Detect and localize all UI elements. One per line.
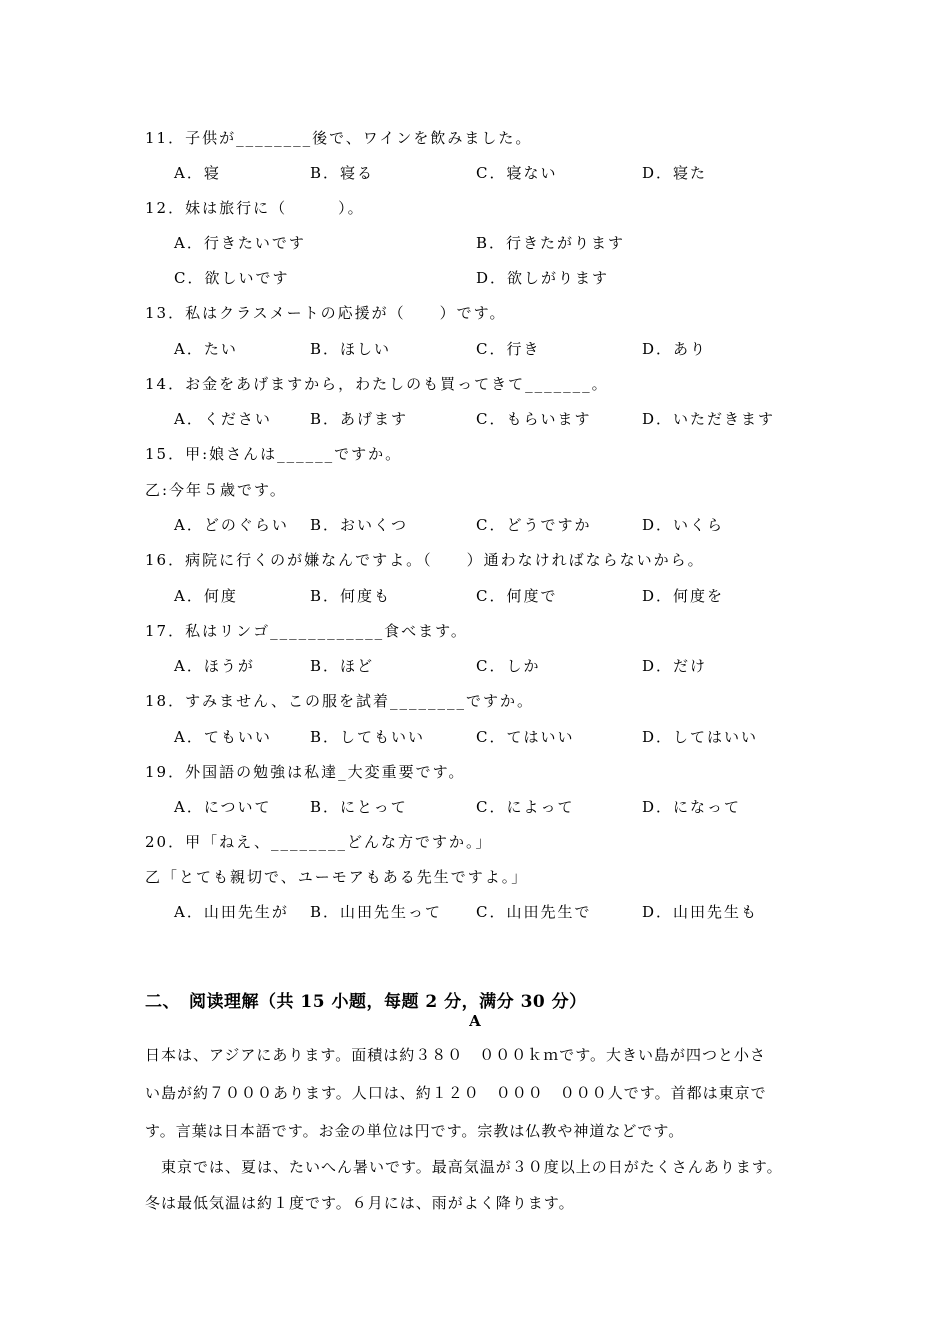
question-18-option-a: A．てもいい: [174, 728, 272, 746]
question-20-option-b: B．山田先生って: [310, 903, 443, 921]
question-12-option-a: A．行きたいです: [174, 234, 306, 252]
question-18-option-c: C．てはいい: [476, 728, 575, 746]
question-15-option-c: C．どうですか: [476, 516, 592, 534]
question-11-option-c: C．寝ない: [476, 164, 558, 182]
question-17-option-d: D．だけ: [642, 657, 708, 675]
question-20-stem: 20．甲「ねえ、________どんな方ですか。」: [145, 833, 493, 851]
section-title: 二、 阅读理解（共 15 小题，每题 2 分，满分 30 分）: [145, 992, 587, 1012]
question-16-stem: 16．病院に行くのが嫌なんですよ。（ ）通わなければならないから。: [145, 551, 705, 569]
question-14-option-c: C．もらいます: [476, 410, 592, 428]
question-19-option-c: C．によって: [476, 798, 575, 816]
question-14-option-b: B．あげます: [310, 410, 409, 428]
question-13-stem: 13．私はクラスメートの応援が（ ）です。: [145, 304, 507, 322]
question-18-option-d: D．してはいい: [642, 728, 759, 746]
question-13-option-d: D．あり: [642, 340, 708, 358]
question-15-option-d: D．いくら: [642, 516, 725, 534]
passage-line-3: す。言葉は日本語です。お金の単位は円です。宗教は仏教や神道などです。: [145, 1122, 685, 1140]
question-20-option-c: C．山田先生で: [476, 903, 592, 921]
question-19-stem: 19．外国語の勉強は私達_大変重要です。: [145, 763, 466, 781]
question-19-option-b: B．にとって: [310, 798, 408, 816]
question-11-stem: 11．子供が________後で、ワインを飲みました。: [145, 129, 533, 147]
question-17-option-b: B．ほど: [310, 657, 375, 675]
question-17-stem: 17．私はリンゴ____________食べます。: [145, 622, 468, 640]
passage-line-2: い島が約７０００あります。人口は、約１２０ ０００ ０００人です。首都は東京で: [145, 1084, 767, 1102]
question-17-option-c: C．しか: [476, 657, 541, 675]
question-12-option-b: B．行きたがります: [476, 234, 626, 252]
question-15-stem: 15．甲:娘さんは______ですか。: [145, 445, 403, 463]
question-15-option-b: B．おいくつ: [310, 516, 409, 534]
passage-line-1: 日本は、アジアにあります。面積は約３８０ ０００ｋｍです。大きい島が四つと小さ: [145, 1046, 767, 1064]
passage-line-5: 冬は最低気温は約１度です。６月には、雨がよく降ります。: [145, 1194, 575, 1212]
question-11-option-d: D．寝た: [642, 164, 708, 182]
question-19-option-a: A．について: [174, 798, 272, 816]
question-18-option-b: B．してもいい: [310, 728, 426, 746]
question-13-option-c: C．行き: [476, 340, 541, 358]
question-16-option-c: C．何度で: [476, 587, 558, 605]
question-14-option-d: D．いただきます: [642, 410, 776, 428]
question-16-option-a: A．何度: [174, 587, 238, 605]
question-17-option-a: A．ほうが: [174, 657, 255, 675]
question-18-stem: 18．すみません、この服を試着________ですか。: [145, 692, 534, 710]
question-11-option-b: B．寝る: [310, 164, 375, 182]
question-16-option-d: D．何度を: [642, 587, 725, 605]
question-20-stem-reply: 乙「とても親切で、ユーモアもある先生ですよ。」: [145, 868, 529, 886]
question-13-option-a: A．たい: [174, 340, 238, 358]
question-20-option-a: A．山田先生が: [174, 903, 289, 921]
question-13-option-b: B．ほしい: [310, 340, 392, 358]
question-19-option-d: D．になって: [642, 798, 742, 816]
question-12-option-c: C．欲しいです: [174, 269, 290, 287]
question-15-option-a: A．どのぐらい: [174, 516, 289, 534]
passage-line-4: 東京では、夏は、たいへん暑いです。最高気温が３０度以上の日がたくさんあります。: [145, 1158, 783, 1176]
question-15-stem-reply: 乙:今年５歳です。: [145, 481, 287, 499]
passage-title: A: [469, 1012, 481, 1030]
question-11-option-a: A．寝: [174, 164, 221, 182]
question-14-option-a: A．ください: [174, 410, 272, 428]
question-14-stem: 14．お金をあげますから，わたしのも買ってきて_______。: [145, 375, 609, 393]
question-12-stem: 12．妹は旅行に（ ）。: [145, 199, 365, 217]
question-20-option-d: D．山田先生も: [642, 903, 759, 921]
question-12-option-d: D．欲しがります: [476, 269, 610, 287]
question-16-option-b: B．何度も: [310, 587, 392, 605]
